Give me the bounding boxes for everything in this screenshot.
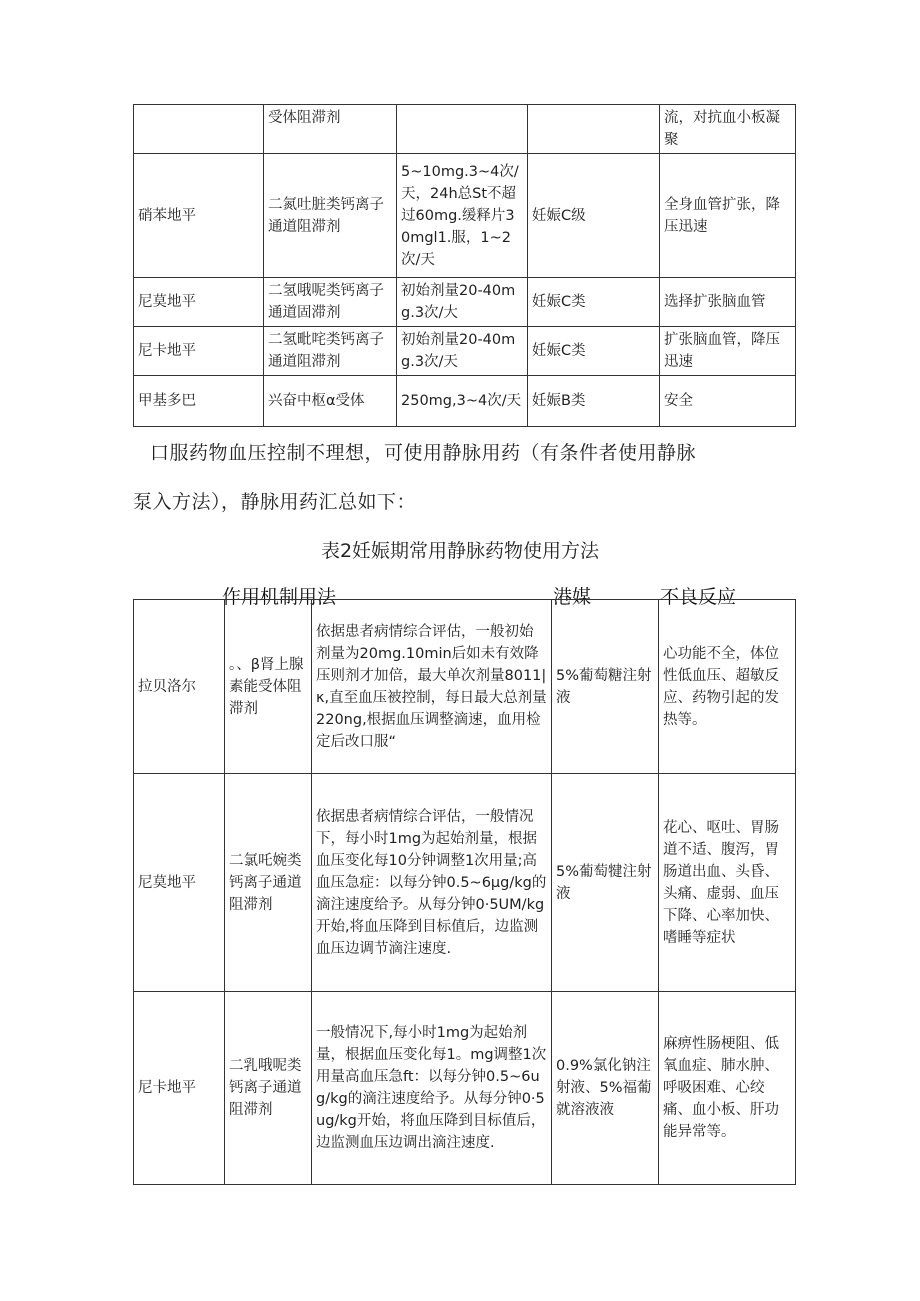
drug-name: 拉贝洛尔	[134, 600, 225, 774]
table-caption: 表2妊娠期常用静脉药物使用方法	[320, 540, 600, 562]
mechanism: 兴奋中枢α受体	[264, 376, 397, 427]
solvent: 5%葡萄糖注射液	[552, 600, 659, 774]
category	[528, 105, 660, 154]
table-row	[134, 105, 796, 154]
header-mechanism-usage: 作用机制用法	[222, 586, 337, 608]
usage: 一般情况下,每小时1mg为起始剂量，根据血压变化每1。mg调整1次用量高血压急ft：以每分钟0.5~6ug/kg的滴注速度给予。从每分钟0·5ug/kg开始，将血压降到目标值后，边监测血压边调出滴注速度.	[312, 992, 552, 1185]
features: 安全	[660, 376, 796, 427]
adverse-reactions: 麻痹性肠梗阻、低氧血症、肺水肿、呼吸困难、心绞痛、血小板、肝功能异常等。	[659, 992, 796, 1185]
drug-name	[134, 105, 264, 154]
mechanism: 二氢哦呢类钙离子通道固滞剂	[264, 278, 397, 327]
solvent: 5%葡萄犍注射液	[552, 774, 659, 992]
features: 流，对抗血小板凝聚	[660, 105, 796, 154]
dosage: 初始剂量20-40mg.3次/大	[397, 278, 528, 327]
mechanism: 受体阻滞剂	[264, 105, 397, 154]
usage: 依据患者病情综合评估，一般初始剂量为20mg.10min后如未有效降压则剂才加倍，最大单次剂量8011|κ,直至血压被控制，每日最大总剂量220ng,根据血压调整滴速，血用检定后改口服“	[312, 600, 552, 774]
category: 妊娠B类	[528, 376, 660, 427]
table-row	[134, 278, 796, 327]
mechanism: 。、β肾上腺素能受体阻滞剂	[225, 600, 312, 774]
category: 妊娠C级	[528, 154, 660, 278]
features: 选择扩张脑血管	[660, 278, 796, 327]
table-row	[134, 154, 796, 278]
mechanism: 二乳哦呢类钙离子通道阻滞剂	[225, 992, 312, 1185]
mechanism: 二氮吐脏类钙离子通道阻滞剂	[264, 154, 397, 278]
table-row	[134, 376, 796, 427]
header-solvent: 港媒	[553, 586, 592, 608]
mechanism: 二氢毗咤类钙离子通道阻滞剂	[264, 327, 397, 376]
drug-name: 尼卡地平	[134, 992, 225, 1185]
category: 妊娠C类	[528, 327, 660, 376]
drug-name: 尼莫地平	[134, 774, 225, 992]
drug-name: 尼卡地平	[134, 327, 264, 376]
drug-name: 硝苯地平	[134, 154, 264, 278]
table-row	[134, 992, 796, 1185]
dosage: 5~10mg.3~4次/天，24h总St不超过60mg.缓释片30mgl1.服，1~2次/天	[397, 154, 528, 278]
adverse-reactions: 心功能不全，体位性低血压、超敏反应、药物引起的发热等。	[659, 600, 796, 774]
table-row	[134, 600, 796, 774]
solvent: 0.9%氯化钠注射液、5%福葡就溶液液	[552, 992, 659, 1185]
table-row	[134, 774, 796, 992]
features: 全身血管扩张，降压迅速	[660, 154, 796, 278]
dosage	[397, 105, 528, 154]
oral-drug-table	[133, 104, 796, 427]
usage: 依据患者病情综合评估，一般情况下，每小时1mg为起始剂量，根据血压变化每10分钟调整1次用量;高血压急症：以每分钟0.5~6μg/kg的滴注速度给予。从每分钟0·5UM/kg开始,将血压降到目标值后，边监测血压边调节滴注速度.	[312, 774, 552, 992]
drug-name: 甲基多巴	[134, 376, 264, 427]
header-adverse: 不良反应	[660, 586, 737, 608]
paragraph-line-2: 泵入方法），静脉用药汇总如下：	[133, 491, 417, 513]
dosage: 250mg,3~4次/天	[397, 376, 528, 427]
iv-drug-table	[133, 599, 796, 1185]
paragraph-line-1: 口服药物血压控制不理想，可使用静脉用药（有条件者使用静脉	[150, 442, 697, 464]
category: 妊娠C类	[528, 278, 660, 327]
dosage: 初始剂量20-40mg.3次/天	[397, 327, 528, 376]
features: 扩张脑血管，降压迅速	[660, 327, 796, 376]
drug-name: 尼莫地平	[134, 278, 264, 327]
adverse-reactions: 花心、呕吐、胃肠道不适、腹泻，胃肠道出血、头昏、头痛、虚弱、血压下降、心率加快、嗜睡等症状	[659, 774, 796, 992]
mechanism: 二氯吒婉类钙离子通道阻滞剂	[225, 774, 312, 992]
table-row	[134, 327, 796, 376]
